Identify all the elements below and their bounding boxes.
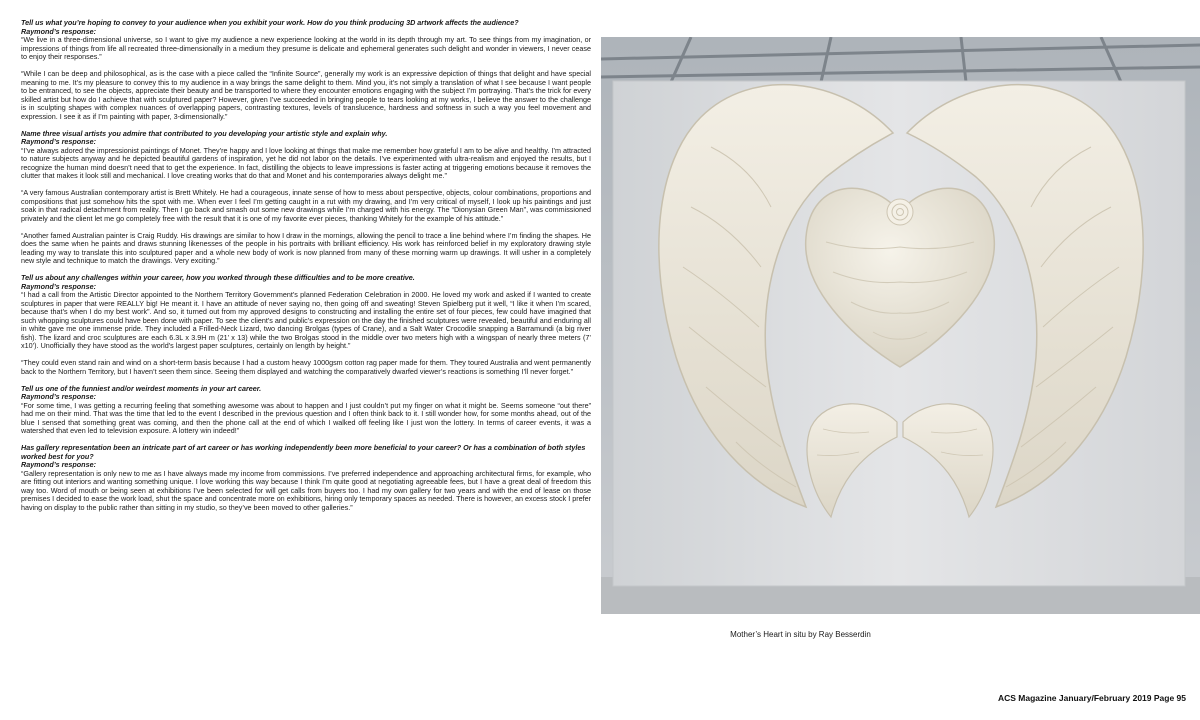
response-paragraph: “A very famous Australian contemporary artist is Brett Whitely. He had a courageous, innate sense of how to mess about perspective, objects, colour combinations, proportions and compositions that just somehow hits the spot with me. When ever I feel I’m getting caught in a rut with my drawing, and I’m very critical of myself, I look up his paintings and just soak in that radical detachment from reality. Then I go back and smash out some new drawings while I’m charged with his energy. The “Dionysian Green Man”, was commissioned privately and the client let me go completely free with the result that it is one of my favorite ever pieces, thanking Whitely for the example of his attitude.”: [21, 188, 591, 223]
interview-question: Tell us about any challenges within your career, how you worked through these difficulties and to be more creative.: [21, 273, 415, 282]
response-paragraph: “We live in a three-dimensional universe, so I want to give my audience a new experience looking at the world in its depth through my art. To see things from my imagination, or impressions of things from life all recreated three-dimensionally in a medium they presume is delicate and ephemeral generates such delight and wonder in viewers, I never cease to enjoy their responses.”: [21, 35, 591, 61]
response-paragraph: “Gallery representation is only new to me as I have always made my income from commissions. I’ve preferred independence and approaching architectural firms, for example, who are fitting out interiors and wanting something unique. I love working this way because I think I’m quite good at negotiating agreeable fees, but I have a great deal of freedom this way too. Word of mouth or being seen at exhibitions I’ve been selected for will get calls from buyers too. I had my own gallery for two years and with the end of lease on those premises I decided to ease the work load, shut the space and concentrate more on exhibitions, hiring only temporary spaces as needed. There is however, an excess stock I prefer having on display to the public rather than sitting in my studio, so they’ve been moved to other galleries.”: [21, 468, 591, 512]
paper-rose: [887, 199, 913, 225]
interview-question: Name three visual artists you admire that contributed to you developing your artistic style and explain why.: [21, 128, 388, 138]
page-footer: ACS Magazine January/February 2019 Page 95: [997, 693, 1186, 703]
interview-question: Has gallery representation been an intricate part of art career or has working independently been more beneficial to your career? Or has a combination of both styles worked best for you?: [21, 443, 586, 461]
qa-section-gallery: [21, 444, 591, 512]
response-label: Raymond’s response:: [21, 281, 96, 291]
qa-section-convey: [21, 19, 591, 121]
response-paragraph: “For some time, I was getting a recurring feeling that something awesome was about to happen and I just couldn’t put my finger on what it might be. Seems someone “out there” had me on their mind. That was the time that led to the event I described in the previous question and I often think back to it. I still wonder how, for some months ahead, out of the blue I sensed that something great was coming, and then the phone call at the end of which I walked off feeling like I just won the lottery. In terms of career events, it was a watershed that even led to television exposure. A lottery win indeed!”: [21, 400, 591, 435]
qa-section-influences: [21, 130, 591, 266]
photo-caption: Mother’s Heart in situ by Ray Besserdin: [730, 630, 871, 639]
response-paragraph: “They could even stand rain and wind on a short-term basis because I had a custom heavy 1000gsm cotton rag paper made for them. They toured Australia and went permanently back to the Northern Territory, but I haven’t seen them since. Seeing them displayed and watching the comparatively dwarfed viewer’s reactions is something I’ll never forget.”: [21, 358, 591, 376]
response-label: Raymond’s response:: [21, 392, 96, 401]
interview-question: Tell us one of the funniest and/or weirdest moments in your art career.: [21, 383, 262, 393]
response-paragraph: “I’ve always adored the impressionist paintings of Monet. They’re happy and I love looking at things that make me remember how grateful I am to be alive and healthy. I’m attracted to nature subjects anyway and he depicted beautiful gardens of inspiration, yet he did not labor on the details. I’ve experimented with ultra-realism and enjoyed the results, but I recognize the human mind doesn’t need that to get the experience. In fact, distilling the objects to leave impressions is faster acting at triggering emotions because it removes the clutter that makes it look still and mechanical. I love creating works that do that and Monet and his contemporaries always delight me.”: [21, 145, 591, 180]
response-paragraph: “Another famed Australian painter is Craig Ruddy. His drawings are similar to how I draw in the mornings, allowing the pencil to trace a line behind where I’m finding the shapes. He does the same when he paints and draws stunning likenesses of the people in his portraits with brilliant efficiency. His work has reinforced belief in my exploratory drawing style leading my way to translate this into sculptured paper and a whole new body of work is now planned from many of these morning warm up drawings. It will usher in a completely new style and technique to match the drawings. Very exciting.”: [21, 230, 591, 265]
response-label: Raymond’s response:: [21, 460, 96, 469]
response-paragraph: “I had a call from the Artistic Director appointed to the Northern Territory Government’s planned Federation Celebration in 2000. He loved my work and asked if I wanted to create sculptures in paper that were REALLY big! He meant it. I have an attitude of never saying no, then going off and sweating! Steven Spielberg put it well, “I like it when I’m scared, because that’s when I do my best work”. And so, it turned out from my approved designs to constructing and installing the entire set of four pieces, few could have imagined that such whopping sculptures could have been done with paper. To see the client’s and public’s expression on the day the finished sculptures were revealed, beautiful and enduring all in white gave me one immense pride. They included a Frilled-Neck Lizard, two dancing Brolgas (types of Crane), and a Salt Water Crocodile snapping a Barramundi (a big river fish). The lizard and croc sculptures are each 6.3L x 3.9H m (21’ x 13) while the two Brolgas stood in the middle over two meters high with a wingspan of nearly three meters (7’ x10’). Unofficially they have stood as the world’s largest paper sculptures, certainly on length by height.”: [21, 290, 591, 350]
response-label: Raymond’s response:: [21, 137, 96, 146]
qa-section-funniest-moment: [21, 385, 591, 436]
interview-text-column: [21, 19, 591, 679]
response-label: Raymond’s response:: [21, 26, 96, 36]
interview-question: Tell us what you’re hoping to convey to your audience when you exhibit your work. How do you think producing 3D artwork affects the audience?: [21, 19, 519, 27]
response-paragraph: “While I can be deep and philosophical, as is the case with a piece called the “Infinite Source”, generally my work is an expressive depiction of things that delight and have special meaning to me. It’s my pleasure to convey this to my audience in a way brings the same delight to them. Mind you, it’s not simply a translation of what I see because I want people to be entranced, to see the objects, appreciate their beauty and be transported to where they encounter emotions engaging with the subject I’m portraying. That’s the trick for every skilled artist but how do I achieve that with sculptured paper? However, given I’ve succeeded in bringing people to tears looking at my works, I believe the answer to the challenge is in sculpting shapes with complex nuances of overlapping papers, contrasting textures, levels of translucence, hardness and softness in such a way you feel movement and expression. I see it as if I’m painting with paper, 3-dimensionally.”: [21, 69, 591, 121]
qa-section-challenges: [21, 274, 591, 376]
sculpture-photo: [601, 37, 1200, 614]
